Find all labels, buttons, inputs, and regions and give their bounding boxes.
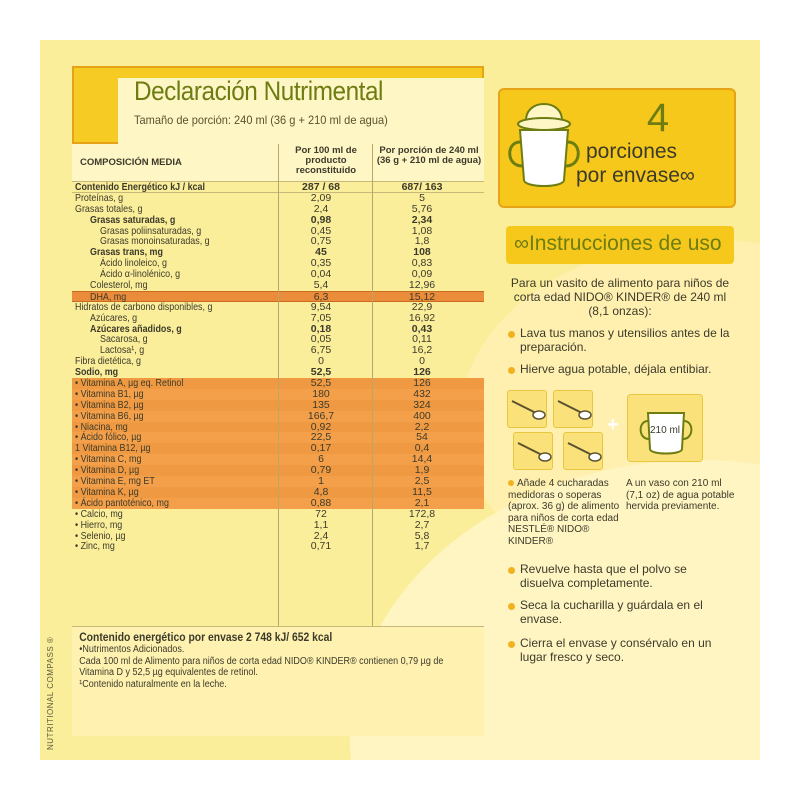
- value-per-100ml: 52,5: [310, 377, 332, 390]
- instructions-intro: Para un vasito de alimento para niños de corta edad NIDO® KINDER® de 240 ml (8,1 onzas):: [510, 276, 730, 318]
- column-per-100ml: Por 100 ml de producto reconstituido: [295, 145, 357, 176]
- serving-size: Tamaño de porción: 240 ml (36 g + 210 ml de agua): [134, 113, 388, 127]
- nutrient-label: • Niacina, mg: [75, 420, 128, 433]
- value-per-100ml: 0,04: [310, 268, 332, 281]
- value-per-portion: 11,5: [412, 485, 432, 498]
- bullet-icon: [508, 331, 515, 338]
- value-per-100ml: 0,88: [310, 496, 332, 509]
- value-per-100ml: 9,54: [310, 300, 332, 313]
- nutrient-label: • Ácido pantoténico, mg: [75, 496, 169, 509]
- value-per-portion: 687/ 163: [401, 181, 443, 193]
- cup-volume-label: 210 ml: [650, 425, 681, 436]
- value-per-portion: 0,4: [414, 442, 430, 455]
- value-per-100ml: 2,09: [310, 191, 332, 204]
- value-per-portion: 2,2: [414, 420, 430, 433]
- value-per-100ml: 0,75: [310, 235, 332, 248]
- value-per-100ml: 72: [315, 507, 327, 520]
- sippy-cup-icon: [504, 96, 584, 200]
- nutrient-label: Azúcares añadidos, g: [90, 322, 182, 335]
- value-per-portion: 1,7: [414, 540, 430, 553]
- value-per-portion: 14,4: [411, 453, 433, 466]
- nutrient-label: Sacarosa, g: [100, 333, 148, 346]
- value-per-100ml: 7,05: [310, 311, 332, 324]
- value-per-100ml: 52,5: [310, 366, 332, 379]
- value-per-portion: 54: [416, 431, 428, 444]
- nutrient-label: • Vitamina B2, µg: [75, 398, 144, 411]
- value-per-portion: 16,92: [408, 311, 436, 324]
- value-per-100ml: 0,18: [310, 322, 332, 335]
- energy-per-package: Contenido energético por envase 2 748 kJ/ 652 kcal: [79, 632, 333, 644]
- step-water-cup: A un vaso con 210 ml (7,1 oz) de agua potable hervida previamente.: [626, 478, 735, 512]
- nutrient-label: • Vitamina A, µg eq. Retinol: [75, 377, 184, 390]
- portions-line2: por envase∞: [576, 164, 695, 187]
- value-per-portion: 108: [413, 246, 431, 259]
- value-per-portion: 2,5: [414, 475, 430, 488]
- value-per-100ml: 1: [318, 475, 324, 488]
- nutrient-label: Hidratos de carbono disponibles, g: [75, 300, 213, 313]
- spoon-icon: [507, 390, 547, 428]
- bullet-icon: [508, 603, 515, 610]
- column-divider: [372, 144, 373, 656]
- value-per-portion: 5: [419, 191, 425, 204]
- value-per-portion: 15,12: [408, 290, 436, 303]
- value-per-100ml: 2,4: [313, 202, 329, 215]
- value-per-portion: 0,11: [412, 333, 432, 346]
- value-per-portion: 172,8: [408, 507, 436, 520]
- step-add-powder: Añade 4 cucharadas medidoras o soperas (aprox. 36 g) de alimento para niños de corta edad NESTLÉ® NIDO® KINDER®: [508, 478, 620, 547]
- value-per-100ml: 166,7: [307, 409, 335, 422]
- value-per-100ml: 287 / 68: [302, 181, 340, 193]
- nutrient-label: • Vitamina D, µg: [75, 464, 140, 477]
- value-per-portion: 126: [413, 366, 431, 379]
- value-per-portion: 400: [413, 409, 431, 422]
- nutrient-label: Lactosa¹, g: [100, 344, 145, 357]
- table-title: Declaración Nutrimental: [134, 76, 383, 106]
- value-per-100ml: 0: [318, 355, 324, 368]
- nutrient-label: Azúcares, g: [90, 311, 138, 324]
- value-per-100ml: 6: [318, 453, 324, 466]
- nutrient-label: Grasas trans, mg: [90, 246, 163, 259]
- value-per-portion: 1,8: [414, 235, 430, 248]
- value-per-100ml: 22,5: [310, 431, 332, 444]
- nutrient-label: • Zinc, mg: [75, 540, 115, 553]
- bullet-icon: [508, 567, 515, 574]
- nutrient-label: • Vitamina E, mg ET: [75, 475, 155, 488]
- value-per-100ml: 1,1: [313, 518, 329, 531]
- value-per-portion: 0,43: [411, 322, 433, 335]
- plus-sign: +: [607, 414, 619, 436]
- water-cup-icon: [627, 394, 703, 462]
- nutrient-label: DHA, mg: [90, 290, 127, 303]
- value-per-portion: 432: [413, 387, 431, 400]
- nutrient-label: Grasas saturadas, g: [90, 213, 176, 226]
- value-per-100ml: 180: [312, 387, 330, 400]
- nutrient-label: • Selenio, µg: [75, 529, 126, 542]
- footnote: ¹Contenido naturalmente en la leche.: [79, 678, 227, 690]
- portions-box: [498, 88, 736, 208]
- side-note: NUTRITIONAL COMPASS ®: [46, 636, 55, 750]
- value-per-portion: 22,9: [411, 300, 433, 313]
- value-per-100ml: 135: [312, 398, 330, 411]
- value-per-100ml: 5,4: [313, 279, 329, 292]
- nutrient-label: Fibra dietética, g: [75, 355, 141, 368]
- value-per-portion: 2,7: [414, 518, 430, 531]
- nutrient-label: • Ácido fólico, µg: [75, 431, 142, 444]
- footnote: •Nutrimentos Adicionados.: [79, 644, 185, 655]
- value-per-100ml: 0,17: [310, 442, 332, 455]
- nutrient-label: • Calcio, mg: [75, 507, 123, 520]
- nutrition-table: [72, 66, 484, 734]
- spoon-icon: [513, 432, 553, 470]
- value-per-portion: 5,8: [414, 529, 430, 542]
- portions-number: 4: [646, 96, 670, 140]
- value-per-100ml: 6,3: [313, 290, 329, 303]
- nutrient-label: Grasas monoinsaturadas, g: [100, 235, 210, 248]
- value-per-portion: 1,9: [414, 464, 430, 477]
- value-per-portion: 2,1: [414, 496, 430, 509]
- column-per-portion: Por porción de 240 ml (36 g + 210 ml de agua): [376, 145, 482, 166]
- table-footer: [72, 628, 484, 690]
- value-per-100ml: 2,4: [313, 529, 329, 542]
- spoon-icon: [563, 432, 603, 470]
- nutrient-label: Contenido Energético kJ / kcal: [75, 181, 205, 193]
- value-per-100ml: 4,8: [313, 485, 329, 498]
- instructions-title-bar: [506, 226, 734, 264]
- nutrient-label: Grasas poliinsaturadas, g: [100, 224, 202, 237]
- bullet-icon: [508, 367, 515, 374]
- value-per-100ml: 0,05: [310, 333, 332, 346]
- nutrient-label: • Vitamina B1, µg: [75, 387, 144, 400]
- value-per-portion: 2,34: [411, 213, 433, 226]
- value-per-100ml: 0,35: [310, 257, 332, 270]
- bullet-icon: [508, 480, 514, 486]
- value-per-100ml: 6,75: [310, 344, 332, 357]
- value-per-portion: 0,83: [411, 257, 433, 270]
- footnote: Cada 100 ml de Alimento para niños de corta edad NIDO® KINDER® contienen 0,79 µg de: [79, 655, 444, 667]
- value-per-100ml: 0,98: [310, 213, 332, 226]
- nutrient-label: Ácido linoleico, g: [100, 257, 167, 270]
- nutrient-label: Proteínas, g: [75, 191, 124, 204]
- value-per-portion: 16,2: [411, 344, 433, 357]
- value-per-portion: 324: [413, 398, 431, 411]
- value-per-portion: 0,09: [411, 268, 433, 281]
- spoon-icon: [553, 390, 593, 428]
- column-label: COMPOSICIÓN MEDIA: [80, 157, 182, 168]
- preparation-illustration: [503, 390, 737, 472]
- nutrient-label: Colesterol, mg: [90, 279, 148, 292]
- value-per-portion: 5,76: [411, 202, 433, 215]
- nutrient-label: • Vitamina B6, µg: [75, 409, 144, 422]
- value-per-portion: 1,08: [411, 224, 433, 237]
- nutrient-label: 1 Vitamina B12, µg: [75, 442, 151, 455]
- nutrient-label: • Vitamina K, µg: [75, 485, 139, 498]
- value-per-100ml: 45: [315, 246, 327, 259]
- value-per-portion: 12,96: [408, 279, 436, 292]
- value-per-100ml: 0,71: [310, 540, 332, 553]
- nutrient-label: • Hierro, mg: [75, 518, 123, 531]
- column-divider: [278, 144, 279, 656]
- footnote: Vitamina D y 52,5 µg equivalentes de retinol.: [79, 667, 258, 678]
- portions-line1: porciones: [586, 140, 678, 163]
- value-per-100ml: 0,79: [310, 464, 332, 477]
- nutrient-label: Sodio, mg: [75, 366, 119, 379]
- instructions-title: ∞Instrucciones de uso: [514, 232, 722, 255]
- value-per-portion: 126: [413, 377, 431, 390]
- value-per-100ml: 0,45: [310, 224, 332, 237]
- bullet-icon: [508, 641, 515, 648]
- nutrient-label: Ácido α-linolénico, g: [100, 268, 181, 281]
- nutrient-label: Grasas totales, g: [75, 202, 143, 215]
- value-per-portion: 0: [419, 355, 425, 368]
- nutrient-label: • Vitamina C, mg: [75, 453, 142, 466]
- value-per-100ml: 0,92: [310, 420, 332, 433]
